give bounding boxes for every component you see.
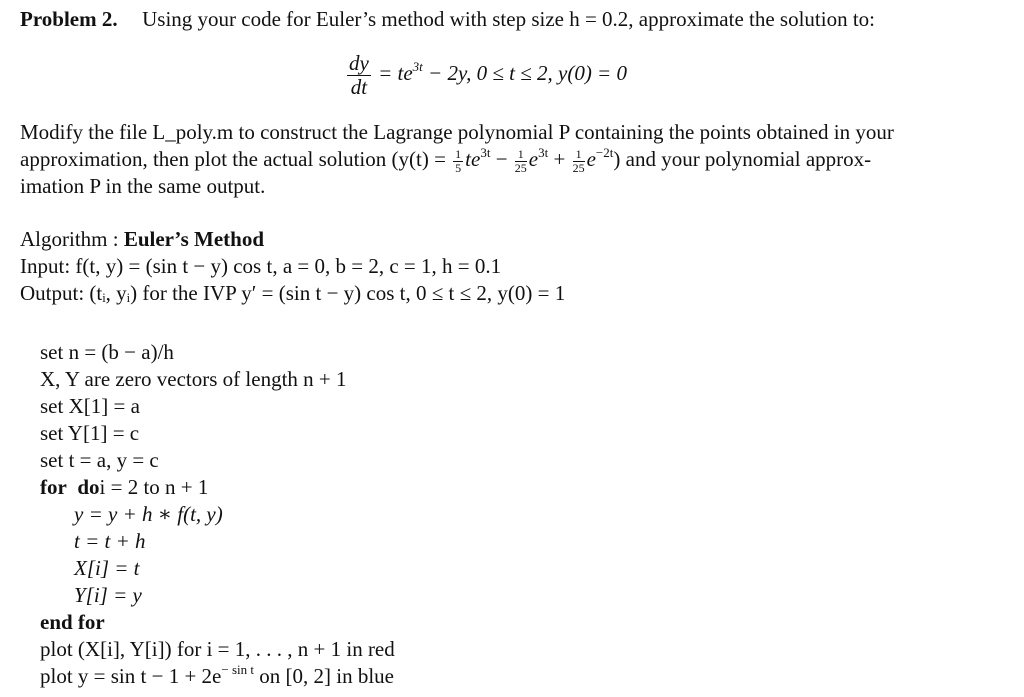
fraction-one-fifth xyxy=(453,148,463,175)
fraction-denominator: dt xyxy=(350,75,368,100)
paragraph-line-2-end: ) and your polynomial approx- xyxy=(613,147,872,171)
algorithm-step: set n = (b − a)/h xyxy=(40,340,174,364)
loop-body-step: Y[i] = y xyxy=(74,583,142,607)
exponent-minus-2t: −2t xyxy=(595,145,614,160)
algorithm-step: set Y[1] = c xyxy=(40,421,140,445)
loop-body-step: X[i] = t xyxy=(74,556,140,580)
term-e: e xyxy=(528,147,539,171)
paragraph-line-2 xyxy=(20,146,871,175)
algorithm-label: Algorithm : xyxy=(20,227,124,251)
problem-title: Problem 2. xyxy=(20,7,118,31)
algorithm-input: Input: f(t, y) = (sin t − y) cos t, a = 0, b = 2, c = 1, h = 0.1 xyxy=(20,254,502,278)
for-loop-header xyxy=(40,474,208,500)
problem-intro: Using your code for Euler’s method with step size h = 0.2, approximate the solution to: xyxy=(142,7,876,31)
term-te: te xyxy=(465,147,481,171)
fraction-one-twentyfifth xyxy=(515,148,527,175)
algorithm-step: set t = a, y = c xyxy=(40,448,159,472)
algorithm-step: X, Y are zero vectors of length n + 1 xyxy=(40,367,347,391)
fraction-denominator: 25 xyxy=(514,161,527,176)
paragraph-line-3: imation P in the same output. xyxy=(20,174,266,198)
paragraph-line-1: Modify the file L_poly.m to construct the Lagrange polynomial P containing the points obtained in your xyxy=(20,120,894,144)
minus-sign: − xyxy=(495,147,508,171)
fraction-numerator: 1 xyxy=(573,148,585,163)
equation-exponent: 3t xyxy=(412,58,423,74)
fraction-denominator: 5 xyxy=(455,161,462,176)
fraction-one-twentyfifth xyxy=(573,148,585,175)
exponent-minus-sin-t: − sin t xyxy=(221,662,254,677)
equation-rhs-a: = te xyxy=(378,60,413,85)
derivative-fraction xyxy=(347,52,371,98)
loop-body-step: t = t + h xyxy=(74,529,146,553)
plus-sign: + xyxy=(553,147,566,171)
loop-body-step: y = y + h ∗ f(t, y) xyxy=(74,502,223,526)
plot-step-blue-start: plot y = sin t − 1 + 2e xyxy=(40,664,222,688)
ode-equation xyxy=(345,52,627,98)
problem-heading xyxy=(20,6,875,32)
exponent-3t: 3t xyxy=(538,145,549,160)
algorithm-name: Euler’s Method xyxy=(123,227,265,251)
fraction-numerator: 1 xyxy=(515,148,527,163)
plot-step-red: plot (X[i], Y[i]) for i = 1, . . . , n + 1 in red xyxy=(40,637,395,661)
algorithm-step: set X[1] = a xyxy=(40,394,140,418)
term-e: e xyxy=(586,147,596,171)
algorithm-header xyxy=(20,226,264,252)
algorithm-output: Output: (tᵢ, yᵢ) for the IVP y′ = (sin t − y) cos t, 0 ≤ t ≤ 2, y(0) = 1 xyxy=(20,281,566,305)
for-range: i = 2 to n + 1 xyxy=(99,475,209,499)
equation-rhs-b: − 2y, 0 ≤ t ≤ 2, y(0) = 0 xyxy=(422,60,627,85)
end-for-keyword: end for xyxy=(40,610,105,634)
fraction-numerator: 1 xyxy=(455,146,462,161)
paragraph-line-2-start: approximation, then plot the actual solution (y(t) = xyxy=(20,147,446,171)
do-keyword: do xyxy=(77,475,100,499)
exponent-3t: 3t xyxy=(480,145,491,160)
for-keyword: for xyxy=(40,475,67,499)
plot-step-blue xyxy=(40,663,394,689)
fraction-denominator: 25 xyxy=(572,161,585,176)
plot-step-blue-end: on [0, 2] in blue xyxy=(254,664,394,688)
fraction-numerator: dy xyxy=(349,51,369,75)
